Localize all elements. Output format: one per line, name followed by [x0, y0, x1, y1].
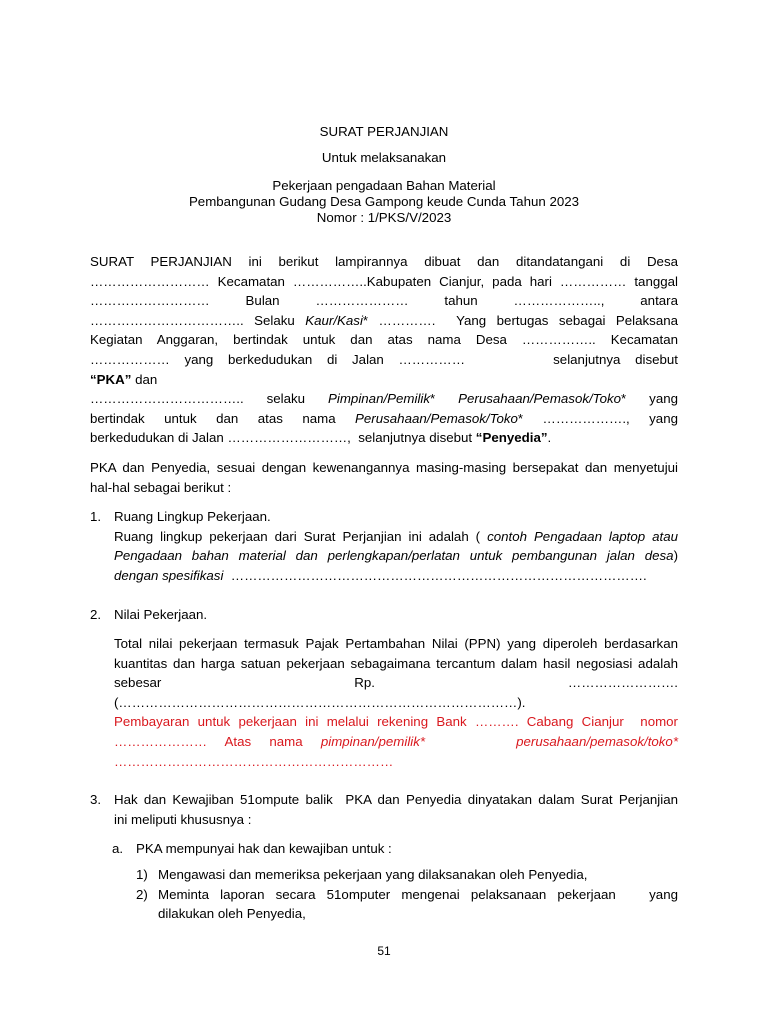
payment-note: Pembayaran untuk pekerjaan ini melalui rekening Bank ………. Cabang Cianjur nomor [114, 714, 678, 730]
project-title: Pembangunan Gudang Desa Gampong keude Cunda Tahun 2023 [188, 194, 580, 209]
clause-title: Nilai Pekerjaan. [114, 606, 208, 622]
pka-label: “PKA” [90, 371, 132, 387]
page-number: 51 [377, 944, 391, 958]
work-title: Pekerjaan pengadaan Bahan Material [272, 178, 496, 193]
document-number: Nomor : 1/PKS/V/2023 [316, 210, 452, 225]
clause-rights: 3. Hak dan Kewajiban 51ompute balik PKA dan Penyedia dinyatakan dalam Surat Perjanjian ini meliputi khususnya : [90, 792, 678, 827]
document-subtitle: Untuk melaksanakan [321, 150, 447, 165]
document-header [90, 124, 678, 226]
subclause-a: a. PKA mempunyai hak dan kewajiban untuk : [112, 841, 392, 857]
document-title: SURAT PERJANJIAN [319, 124, 449, 139]
intro-paragraph: SURAT PERJANJIAN ini berikut lampirannya dibuat dan ditandatangani di Desa ……………………… Kecamatan ……………..Kabupaten Cianjur, pada hari …………… tanggal ……………………… Bulan ………………… tahun ……………….., antara …………………………….. Selaku Kaur/Kasi* …………. Yang bertugas sebagai Pelaksana Kegiatan Anggaran, bertindak untuk dan atas nama Desa …………….. Kecamatan ……………… yang berkedudukan di Jalan …………… selanjutnya disebut “PKA” dan …………………………….. selaku Pimpinan/Pemilik* Perusahaan/Pemasok/Toko* yang bertindak untuk dan atas nama Perusahaan/Pemasok/Toko* ………………., yang berkedudukan di Jalan ………………………, selanjutnya disebut “Penyedia”. [90, 254, 679, 446]
clause-title: Ruang Lingkup Pekerjaan. [114, 509, 271, 525]
penyedia-label: “Penyedia” [475, 430, 548, 446]
list-item: 1) Mengawasi dan memeriksa pekerjaan yang dilaksanakan oleh Penyedia, [136, 867, 588, 883]
agreement-paragraph: PKA dan Penyedia, sesuai dengan kewenangannya masing-masing bersepakat dan menyetujui hal-hal sebagai berikut : [90, 459, 678, 495]
document-body [90, 252, 678, 924]
clause-scope: 1. Ruang Lingkup Pekerjaan. Ruang lingkup pekerjaan dari Surat Perjanjian ini adalah ( contoh Pengadaan laptop atau Pengadaan bahan material dan perlengkapan/perlatan untuk pembangunan jalan desa) dengan spesifikasi …………………………………………………………………………………. [90, 509, 678, 583]
list-item: 2) Meminta laporan secara 51omputer mengenai pelaksanaan pekerjaan yang dilakukan oleh Penyedia, [136, 886, 678, 922]
clause-value: 2. Nilai Pekerjaan. Total nilai pekerjaan termasuk Pajak Pertambahan Nilai (PPN) yang diperoleh berdasarkan kuantitas dan harga satuan pekerjaan sebagaimana tercantum dalam hasil negosiasi adalah sebesar Rp. ……………………. (………………………………………………………………………………). Pembayaran untuk pekerjaan ini melalui rekening Bank ………. Cabang Cianjur nomor ………………… Atas nama pimpinan/pemilik* perusahaan/pemasok/toko* ……………………………………………………… [90, 606, 678, 769]
